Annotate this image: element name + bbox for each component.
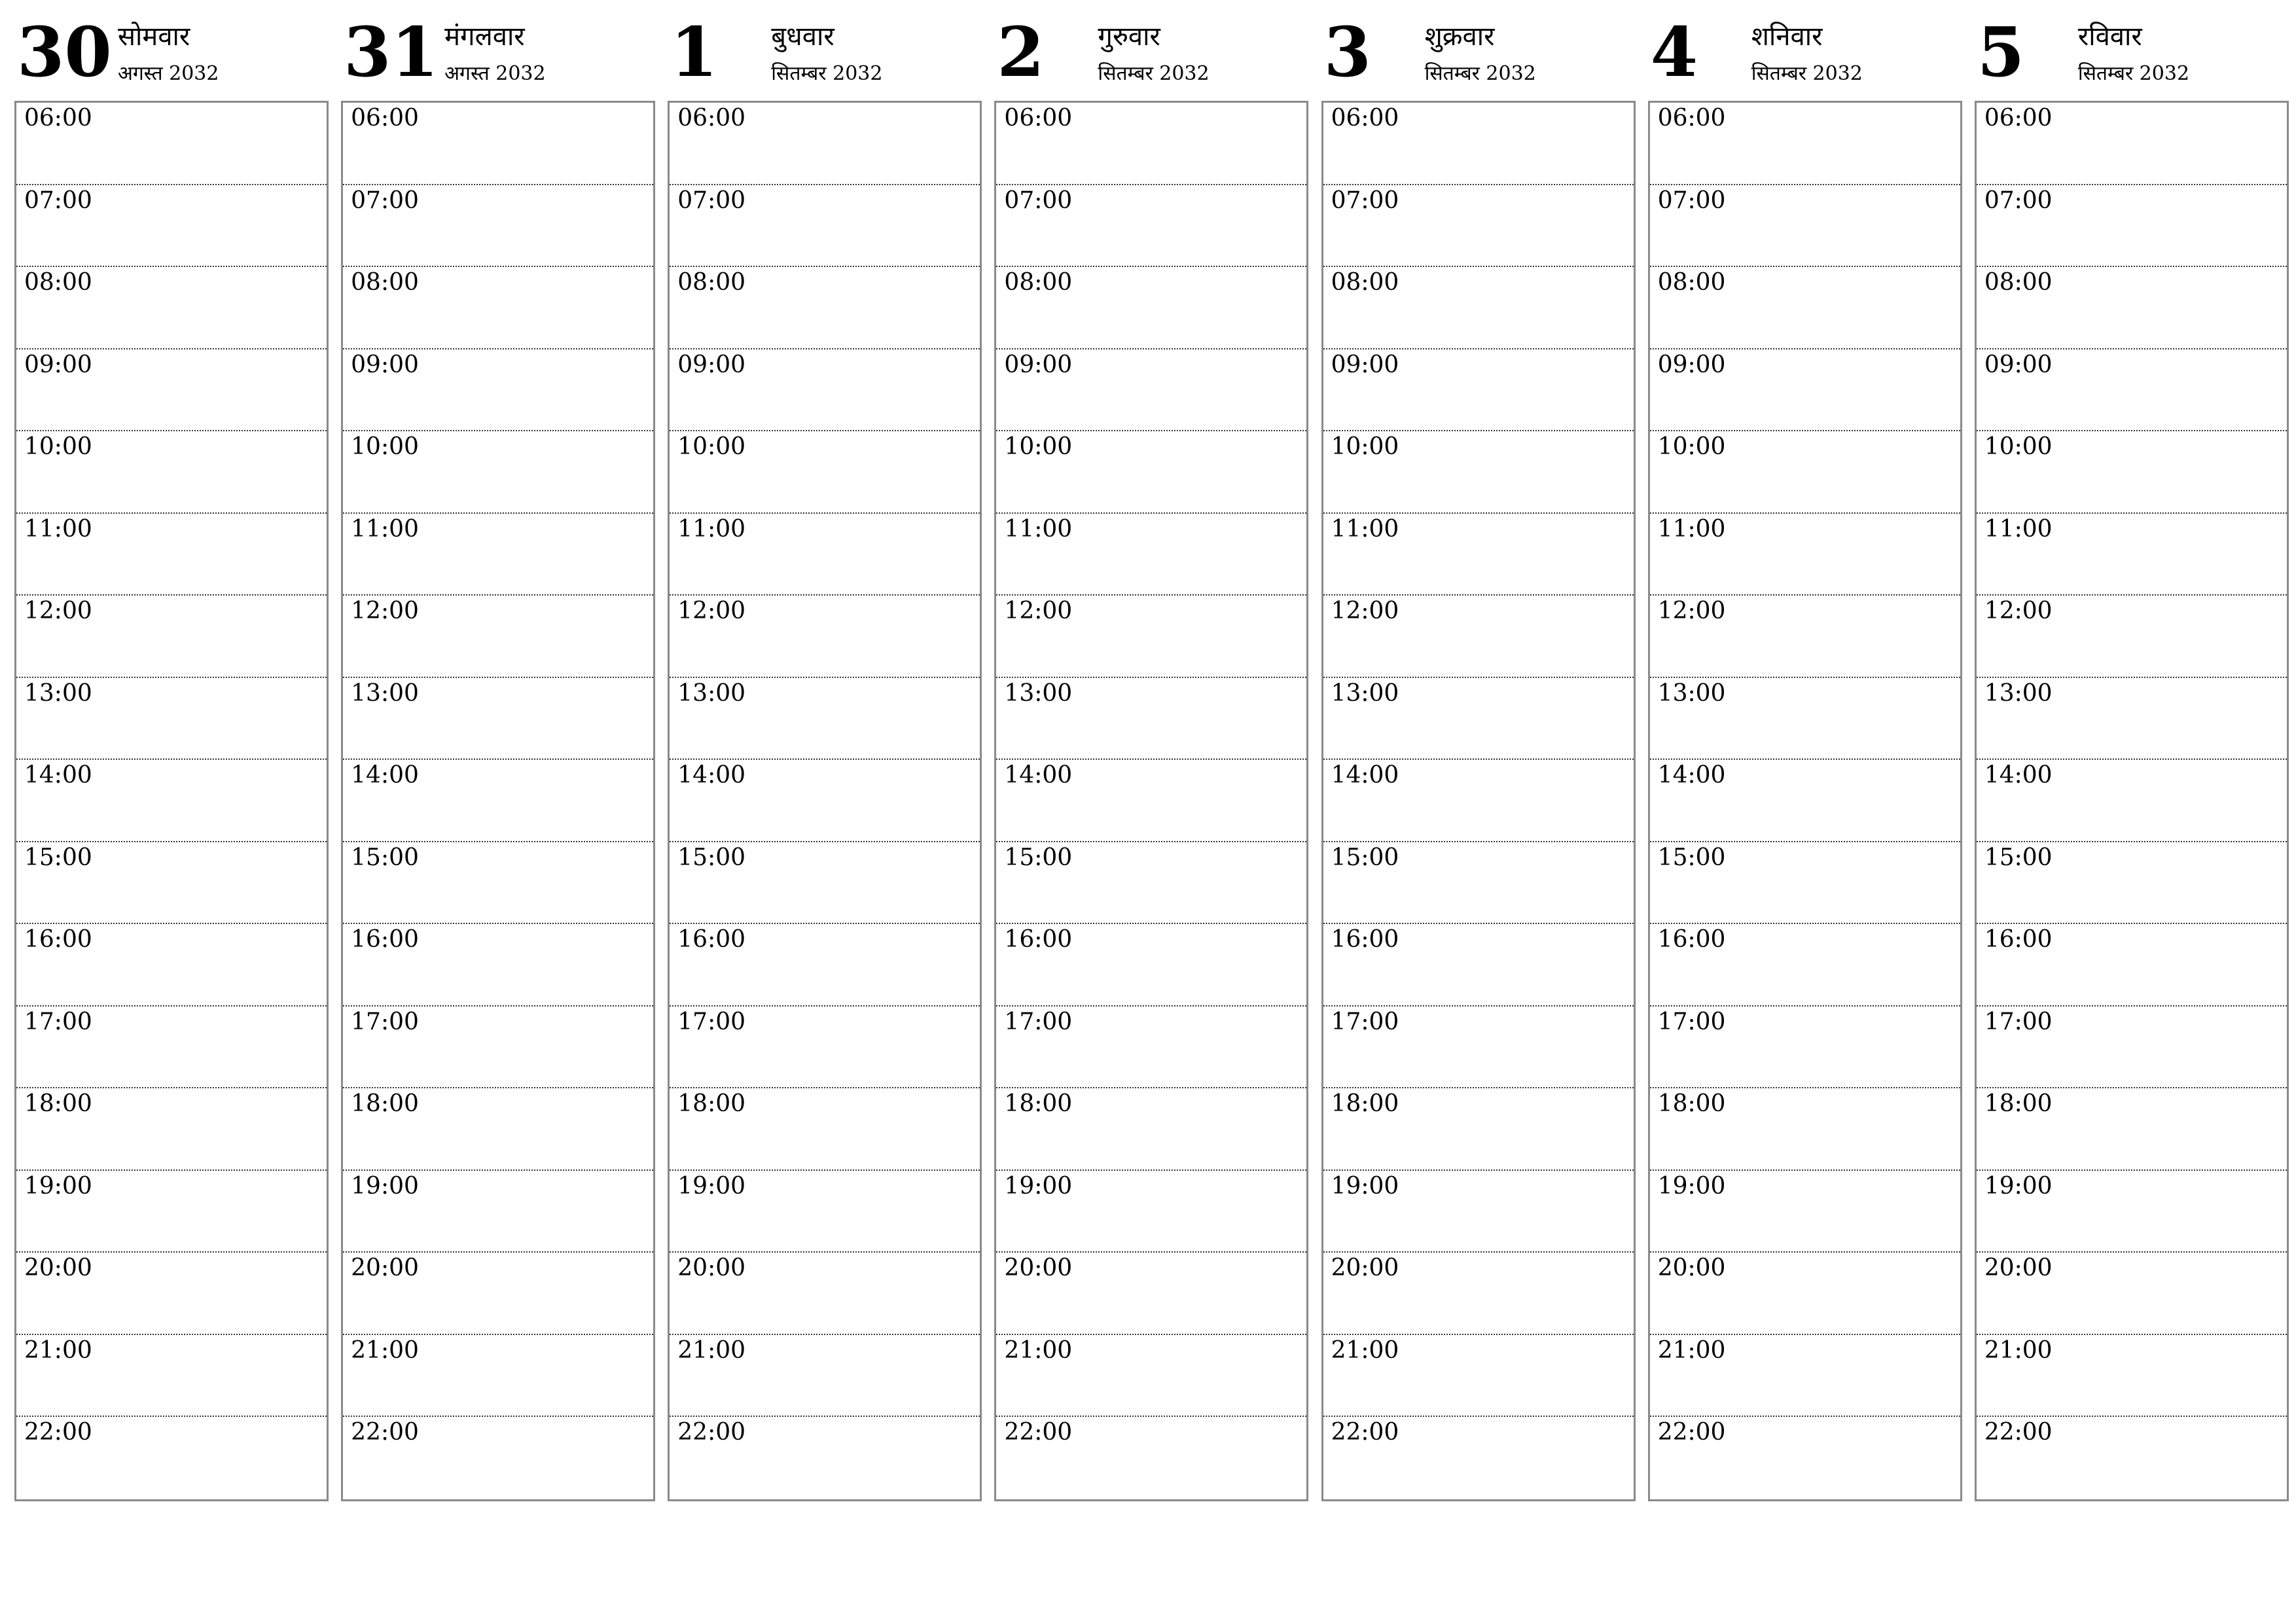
time-label: 12:00 (677, 597, 746, 624)
time-slot (16, 596, 327, 678)
time-slot (343, 1335, 653, 1418)
day-header (1648, 0, 1960, 101)
time-slot (1650, 842, 1960, 925)
time-slot (996, 1417, 1306, 1499)
time-slot (343, 1007, 653, 1089)
time-slot (996, 1335, 1306, 1418)
time-slot (1977, 431, 2287, 514)
time-slot (670, 1417, 980, 1499)
time-label: 14:00 (351, 762, 419, 789)
time-label: 09:00 (351, 351, 419, 378)
time-slot (1977, 760, 2287, 842)
schedule-box (14, 101, 329, 1501)
time-slot (1323, 349, 1634, 432)
schedule-box (668, 101, 982, 1501)
time-slot (16, 514, 327, 596)
time-label: 12:00 (1984, 597, 2053, 624)
month-year-label: सितम्बर 2032 (1751, 62, 1863, 85)
time-slot (996, 1253, 1306, 1335)
time-label: 20:00 (677, 1255, 746, 1281)
time-label: 19:00 (677, 1172, 746, 1200)
time-label: 08:00 (677, 269, 746, 296)
time-slot (1323, 1088, 1634, 1171)
time-slot (1323, 1007, 1634, 1089)
time-label: 12:00 (1657, 597, 1726, 624)
time-slot (1977, 103, 2287, 185)
weekday-label: गुरुवार (1098, 22, 1160, 52)
time-slot (343, 924, 653, 1007)
time-slot (1977, 1253, 2287, 1335)
day-header (668, 0, 980, 101)
time-slot (1977, 349, 2287, 432)
time-slot (670, 1253, 980, 1335)
time-slot (1323, 760, 1634, 842)
schedule-box (1321, 101, 1636, 1501)
time-slot (343, 1088, 653, 1171)
time-label: 07:00 (1331, 187, 1399, 214)
time-label: 22:00 (351, 1419, 419, 1446)
time-label: 20:00 (1004, 1255, 1073, 1281)
time-slot (1650, 514, 1960, 596)
time-slot (343, 842, 653, 925)
day-header (1321, 0, 1634, 101)
time-slot (1977, 1335, 2287, 1418)
schedule-box (341, 101, 655, 1501)
time-label: 18:00 (1004, 1090, 1073, 1117)
time-slot (343, 185, 653, 268)
time-slot (996, 431, 1306, 514)
time-slot (1323, 1417, 1634, 1499)
schedule-box (1648, 101, 1962, 1501)
time-label: 21:00 (1004, 1336, 1073, 1364)
month-year-label: सितम्बर 2032 (1424, 62, 1536, 85)
day-number: 31 (344, 12, 439, 92)
time-slot (996, 1007, 1306, 1089)
time-label: 16:00 (1657, 926, 1726, 953)
time-slot (343, 1253, 653, 1335)
time-slot (670, 1171, 980, 1253)
time-slot (670, 185, 980, 268)
time-label: 14:00 (1657, 762, 1726, 789)
month-year-label: अगस्त 2032 (444, 62, 546, 85)
day-header (341, 0, 653, 101)
day-column (341, 0, 653, 1505)
time-label: 06:00 (1331, 105, 1399, 132)
time-label: 15:00 (351, 844, 419, 871)
time-slot (1650, 1335, 1960, 1418)
time-slot (996, 185, 1306, 268)
time-label: 19:00 (351, 1172, 419, 1200)
day-number: 1 (670, 12, 718, 92)
time-label: 11:00 (677, 515, 746, 543)
time-label: 09:00 (677, 351, 746, 378)
time-slot (16, 1007, 327, 1089)
time-label: 06:00 (677, 105, 746, 132)
time-slot (16, 678, 327, 760)
time-label: 08:00 (351, 269, 419, 296)
day-header (14, 0, 327, 101)
time-slot (1650, 185, 1960, 268)
time-label: 13:00 (1657, 679, 1726, 707)
time-label: 10:00 (1984, 433, 2053, 460)
time-slot (1650, 760, 1960, 842)
day-column (668, 0, 980, 1505)
time-slot (1323, 924, 1634, 1007)
time-slot (343, 514, 653, 596)
time-label: 22:00 (1657, 1419, 1726, 1446)
day-header (994, 0, 1306, 101)
time-slot (670, 267, 980, 349)
time-label: 16:00 (351, 926, 419, 953)
time-slot (1977, 185, 2287, 268)
time-label: 18:00 (24, 1090, 92, 1117)
weekday-label: सोमवार (118, 22, 190, 52)
time-label: 10:00 (24, 433, 92, 460)
time-label: 20:00 (1331, 1255, 1399, 1281)
time-slot (996, 760, 1306, 842)
time-slot (1650, 1088, 1960, 1171)
day-number: 2 (997, 12, 1045, 92)
time-slot (670, 349, 980, 432)
time-label: 21:00 (1331, 1336, 1399, 1364)
day-number: 5 (1977, 12, 2025, 92)
time-label: 10:00 (1657, 433, 1726, 460)
time-label: 15:00 (1004, 844, 1073, 871)
time-slot (1977, 596, 2287, 678)
time-slot (343, 596, 653, 678)
time-slot (1323, 1253, 1634, 1335)
time-label: 17:00 (1331, 1008, 1399, 1035)
time-label: 08:00 (1984, 269, 2053, 296)
time-label: 06:00 (1004, 105, 1073, 132)
time-label: 16:00 (677, 926, 746, 953)
time-label: 06:00 (1984, 105, 2053, 132)
time-slot (670, 1007, 980, 1089)
time-label: 13:00 (1004, 679, 1073, 707)
time-label: 07:00 (677, 187, 746, 214)
time-slot (996, 924, 1306, 1007)
time-slot (1650, 1007, 1960, 1089)
time-slot (1323, 267, 1634, 349)
time-label: 07:00 (351, 187, 419, 214)
time-slot (1650, 924, 1960, 1007)
time-label: 22:00 (24, 1419, 92, 1446)
time-label: 17:00 (351, 1008, 419, 1035)
time-label: 17:00 (677, 1008, 746, 1035)
time-label: 11:00 (1331, 515, 1399, 543)
time-slot (343, 760, 653, 842)
time-slot (670, 1335, 980, 1418)
time-label: 20:00 (1984, 1255, 2053, 1281)
time-label: 15:00 (1331, 844, 1399, 871)
time-label: 15:00 (1984, 844, 2053, 871)
time-label: 22:00 (1004, 1419, 1073, 1446)
time-slot (1650, 1417, 1960, 1499)
time-slot (1323, 103, 1634, 185)
time-label: 10:00 (1331, 433, 1399, 460)
time-label: 11:00 (351, 515, 419, 543)
month-year-label: सितम्बर 2032 (771, 62, 883, 85)
time-slot (1977, 1417, 2287, 1499)
time-label: 10:00 (1004, 433, 1073, 460)
time-slot (343, 267, 653, 349)
time-slot (996, 349, 1306, 432)
time-label: 08:00 (1657, 269, 1726, 296)
time-label: 17:00 (1004, 1008, 1073, 1035)
day-number: 30 (17, 12, 112, 92)
time-slot (16, 1335, 327, 1418)
time-label: 06:00 (351, 105, 419, 132)
weekday-label: शनिवार (1751, 22, 1823, 52)
time-label: 13:00 (24, 679, 92, 707)
time-label: 13:00 (351, 679, 419, 707)
time-label: 18:00 (351, 1090, 419, 1117)
time-label: 10:00 (351, 433, 419, 460)
time-label: 19:00 (1984, 1172, 2053, 1200)
time-slot (1650, 431, 1960, 514)
time-label: 07:00 (1004, 187, 1073, 214)
time-slot (1977, 1088, 2287, 1171)
time-label: 12:00 (24, 597, 92, 624)
month-year-label: सितम्बर 2032 (1098, 62, 1210, 85)
time-label: 20:00 (24, 1255, 92, 1281)
time-label: 11:00 (1984, 515, 2053, 543)
time-label: 15:00 (677, 844, 746, 871)
time-label: 19:00 (1331, 1172, 1399, 1200)
time-label: 11:00 (1657, 515, 1726, 543)
time-label: 09:00 (24, 351, 92, 378)
time-slot (1323, 842, 1634, 925)
month-year-label: सितम्बर 2032 (2077, 62, 2190, 85)
time-slot (1323, 431, 1634, 514)
day-column (1648, 0, 1960, 1505)
time-slot (1323, 185, 1634, 268)
time-slot (1650, 596, 1960, 678)
time-label: 13:00 (1331, 679, 1399, 707)
time-slot (343, 1171, 653, 1253)
time-label: 15:00 (1657, 844, 1726, 871)
time-slot (16, 1253, 327, 1335)
time-label: 17:00 (1657, 1008, 1726, 1035)
time-label: 22:00 (1331, 1419, 1399, 1446)
time-slot (16, 267, 327, 349)
time-slot (670, 431, 980, 514)
time-label: 18:00 (1984, 1090, 2053, 1117)
time-label: 16:00 (24, 926, 92, 953)
time-slot (16, 1088, 327, 1171)
day-header (1975, 0, 2287, 101)
time-slot (1977, 924, 2287, 1007)
day-number: 4 (1650, 12, 1698, 92)
time-slot (1323, 678, 1634, 760)
time-slot (16, 842, 327, 925)
time-label: 06:00 (24, 105, 92, 132)
schedule-box (1975, 101, 2289, 1501)
time-label: 21:00 (1657, 1336, 1726, 1364)
time-label: 09:00 (1657, 351, 1726, 378)
time-label: 11:00 (24, 515, 92, 543)
time-label: 19:00 (1004, 1172, 1073, 1200)
time-label: 07:00 (24, 187, 92, 214)
time-label: 19:00 (24, 1172, 92, 1200)
time-slot (670, 924, 980, 1007)
time-label: 13:00 (677, 679, 746, 707)
time-label: 08:00 (1004, 269, 1073, 296)
time-label: 21:00 (351, 1336, 419, 1364)
time-slot (1977, 678, 2287, 760)
weekday-label: मंगलवार (444, 22, 525, 52)
time-slot (1650, 1253, 1960, 1335)
time-slot (996, 678, 1306, 760)
time-label: 09:00 (1984, 351, 2053, 378)
time-slot (1977, 267, 2287, 349)
time-label: 10:00 (677, 433, 746, 460)
time-slot (670, 514, 980, 596)
time-slot (1323, 1335, 1634, 1418)
time-label: 21:00 (677, 1336, 746, 1364)
time-slot (996, 1171, 1306, 1253)
weekday-label: बुधवार (771, 22, 834, 52)
time-slot (343, 678, 653, 760)
time-label: 13:00 (1984, 679, 2053, 707)
time-label: 21:00 (1984, 1336, 2053, 1364)
time-label: 16:00 (1004, 926, 1073, 953)
time-label: 11:00 (1004, 515, 1073, 543)
time-slot (1650, 267, 1960, 349)
weekday-label: रविवार (2077, 22, 2142, 52)
time-slot (16, 431, 327, 514)
time-label: 22:00 (1984, 1419, 2053, 1446)
time-slot (16, 185, 327, 268)
time-slot (670, 842, 980, 925)
time-slot (670, 103, 980, 185)
time-slot (996, 267, 1306, 349)
time-label: 20:00 (351, 1255, 419, 1281)
time-label: 08:00 (1331, 269, 1399, 296)
time-slot (1323, 1171, 1634, 1253)
time-slot (996, 103, 1306, 185)
time-slot (1977, 1007, 2287, 1089)
time-slot (996, 514, 1306, 596)
time-label: 12:00 (351, 597, 419, 624)
time-label: 07:00 (1657, 187, 1726, 214)
time-slot (16, 103, 327, 185)
time-label: 18:00 (1657, 1090, 1726, 1117)
time-slot (16, 760, 327, 842)
time-slot (1650, 678, 1960, 760)
time-slot (343, 103, 653, 185)
time-label: 17:00 (1984, 1008, 2053, 1035)
time-slot (343, 349, 653, 432)
time-slot (1977, 514, 2287, 596)
time-label: 20:00 (1657, 1255, 1726, 1281)
time-label: 12:00 (1331, 597, 1399, 624)
time-slot (16, 924, 327, 1007)
time-label: 06:00 (1657, 105, 1726, 132)
time-label: 15:00 (24, 844, 92, 871)
month-year-label: अगस्त 2032 (118, 62, 219, 85)
time-label: 17:00 (24, 1008, 92, 1035)
day-column (14, 0, 327, 1505)
time-label: 14:00 (24, 762, 92, 789)
time-slot (996, 596, 1306, 678)
time-slot (1650, 1171, 1960, 1253)
time-label: 19:00 (1657, 1172, 1726, 1200)
day-column (1975, 0, 2287, 1505)
schedule-box (994, 101, 1308, 1501)
time-label: 08:00 (24, 269, 92, 296)
time-label: 07:00 (1984, 187, 2053, 214)
time-label: 14:00 (1984, 762, 2053, 789)
time-slot (670, 1088, 980, 1171)
time-label: 18:00 (677, 1090, 746, 1117)
time-slot (670, 760, 980, 842)
time-slot (670, 678, 980, 760)
time-label: 21:00 (24, 1336, 92, 1364)
time-slot (343, 431, 653, 514)
time-label: 09:00 (1004, 351, 1073, 378)
weekday-label: शुक्रवार (1424, 22, 1495, 52)
time-label: 14:00 (677, 762, 746, 789)
time-slot (996, 842, 1306, 925)
time-slot (16, 1171, 327, 1253)
time-label: 14:00 (1004, 762, 1073, 789)
time-slot (16, 349, 327, 432)
time-slot (1650, 103, 1960, 185)
time-label: 09:00 (1331, 351, 1399, 378)
day-column (994, 0, 1306, 1505)
time-slot (343, 1417, 653, 1499)
weekly-planner (14, 0, 2287, 1505)
time-label: 18:00 (1331, 1090, 1399, 1117)
time-label: 16:00 (1331, 926, 1399, 953)
time-slot (1650, 349, 1960, 432)
day-column (1321, 0, 1634, 1505)
time-slot (1323, 596, 1634, 678)
time-label: 16:00 (1984, 926, 2053, 953)
time-slot (1977, 1171, 2287, 1253)
time-slot (16, 1417, 327, 1499)
time-slot (670, 596, 980, 678)
time-label: 22:00 (677, 1419, 746, 1446)
time-label: 14:00 (1331, 762, 1399, 789)
day-number: 3 (1323, 12, 1371, 92)
time-slot (996, 1088, 1306, 1171)
time-label: 12:00 (1004, 597, 1073, 624)
time-slot (1977, 842, 2287, 925)
time-slot (1323, 514, 1634, 596)
